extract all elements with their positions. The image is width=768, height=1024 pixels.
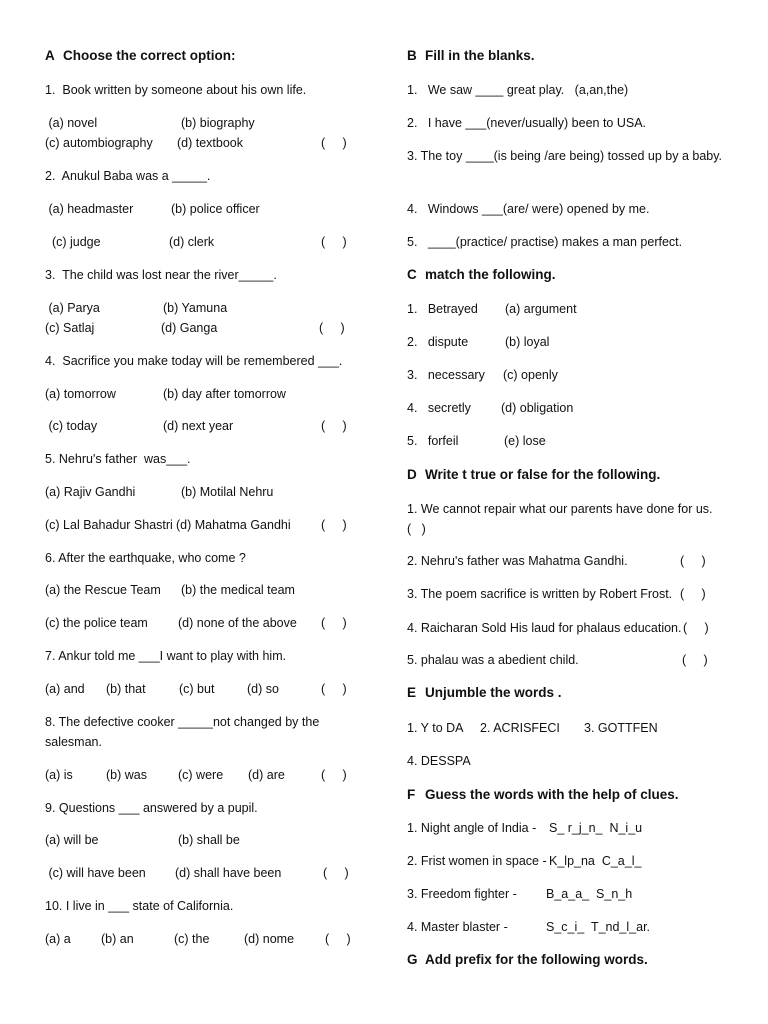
option-c: (c) were: [178, 768, 224, 782]
option-b: (b) shall be: [178, 833, 240, 847]
section-f-heading: [407, 787, 679, 803]
blank-item-5: 5. ____(practice/ practise) makes a man perfect.: [407, 235, 683, 249]
option-b: (b) the medical team: [181, 583, 295, 597]
option-d: (d) are: [248, 768, 285, 782]
answer-bracket[interactable]: ( ): [680, 587, 706, 601]
option-c: (c) will have been: [45, 866, 146, 880]
answer-bracket[interactable]: ( ): [682, 653, 708, 667]
clue-1: 1. Night angle of India -: [407, 821, 537, 835]
answer-bracket[interactable]: ( ): [319, 321, 345, 335]
question-6: 6. After the earthquake, who come ?: [45, 551, 246, 565]
option-a: (a) and: [45, 682, 85, 696]
answer-bracket[interactable]: ( ): [407, 522, 426, 536]
option-b: (b) Motilal Nehru: [181, 485, 274, 499]
option-d: (d) Ganga: [161, 321, 218, 335]
option-b: (b) an: [101, 932, 134, 946]
match-left-5: 5. forfeil: [407, 434, 459, 448]
clue-3: 3. Freedom fighter -: [407, 887, 517, 901]
match-right-3: (c) openly: [503, 368, 558, 382]
match-left-3: 3. necessary: [407, 368, 485, 382]
blank-item-4: 4. Windows ___(are/ were) opened by me.: [407, 202, 650, 216]
option-d: (d) textbook: [177, 136, 244, 150]
option-c: (c) judge: [45, 235, 101, 249]
option-b: (b) police officer: [171, 202, 260, 216]
section-letter: E: [407, 685, 417, 700]
option-c: (c) autombiography: [45, 136, 153, 150]
tf-item-4: 4. Raicharan Sold His laud for phalaus education.: [407, 621, 682, 635]
tf-item-2: 2. Nehru's father was Mahatma Gandhi.: [407, 554, 628, 568]
question-7: 7. Ankur told me ___I want to play with him.: [45, 649, 287, 663]
jumble-word-3: 3. GOTTFEN: [584, 721, 658, 735]
clue-answer-3: B_a_a_ S_n_h: [546, 887, 633, 901]
jumble-word-1: 1. Y to DA: [407, 721, 464, 735]
section-letter: A: [45, 48, 55, 63]
section-title: Write t true or false for the following.: [425, 467, 661, 482]
tf-item-3: 3. The poem sacrifice is written by Robert Frost.: [407, 587, 673, 601]
match-right-4: (d) obligation: [501, 401, 574, 415]
clue-answer-1: S_ r_j_n_ N_i_u: [549, 821, 643, 835]
option-b: (b) that: [106, 682, 146, 696]
answer-bracket[interactable]: ( ): [683, 621, 709, 635]
clue-answer-2: K_lp_na C_a_l_: [549, 854, 642, 868]
option-a: (a) tomorrow: [45, 387, 116, 401]
option-a: (a) novel: [45, 116, 98, 130]
clue-answer-4: S_c_i_ T_nd_l_ar.: [546, 920, 651, 934]
question-2: 2. Anukul Baba was a _____.: [45, 169, 211, 183]
option-d: (d) next year: [163, 419, 234, 433]
section-letter: D: [407, 467, 417, 482]
question-10: 10. I live in ___ state of California.: [45, 899, 234, 913]
option-d: (d) clerk: [169, 235, 215, 249]
answer-bracket[interactable]: ( ): [325, 932, 351, 946]
answer-bracket[interactable]: ( ): [321, 419, 347, 433]
section-letter: F: [407, 787, 416, 802]
section-title: Add prefix for the following words.: [425, 952, 648, 967]
section-c-heading: [407, 267, 556, 283]
jumble-word-2: 2. ACRISFECI: [480, 721, 560, 735]
option-b: (b) biography: [181, 116, 255, 130]
match-right-1: (a) argument: [505, 302, 577, 316]
option-a: (a) is: [45, 768, 73, 782]
section-letter: C: [407, 267, 417, 282]
blank-item-1: 1. We saw ____ great play. (a,an,the): [407, 83, 629, 97]
section-title: Fill in the blanks.: [425, 48, 535, 63]
blank-item-3: 3. The toy ____(is being /are being) tossed up by a baby.: [407, 149, 723, 163]
match-left-4: 4. secretly: [407, 401, 471, 415]
match-right-2: (b) loyal: [505, 335, 550, 349]
match-left-1: 1. Betrayed: [407, 302, 478, 316]
question-5: 5. Nehru's father was___.: [45, 452, 191, 466]
section-e-heading: [407, 685, 562, 701]
section-title: Guess the words with the help of clues.: [425, 787, 679, 802]
section-letter: B: [407, 48, 417, 63]
match-right-5: (e) lose: [504, 434, 546, 448]
option-a: (a) Parya: [45, 301, 100, 315]
option-a: (a) Rajiv Gandhi: [45, 485, 136, 499]
answer-bracket[interactable]: ( ): [321, 518, 347, 532]
question-1: 1. Book written by someone about his own life.: [45, 83, 307, 97]
option-b: (b) day after tomorrow: [163, 387, 286, 401]
answer-bracket[interactable]: ( ): [321, 768, 347, 782]
option-b: (b) Yamuna: [163, 301, 228, 315]
section-title: Choose the correct option:: [63, 48, 236, 63]
question-3: 3. The child was lost near the river_____.: [45, 268, 277, 282]
answer-bracket[interactable]: ( ): [680, 554, 706, 568]
section-d-heading: [407, 467, 660, 483]
match-left-2: 2. dispute: [407, 335, 469, 349]
option-d: (d) nome: [244, 932, 295, 946]
clue-4: 4. Master blaster -: [407, 920, 508, 934]
question-9: 9. Questions ___ answered by a pupil.: [45, 801, 258, 815]
blank-item-2: 2. I have ___(never/usually) been to USA.: [407, 116, 647, 130]
section-b-heading: [407, 48, 535, 64]
option-d: (d) so: [247, 682, 279, 696]
section-letter: G: [407, 952, 418, 967]
option-d: (d) shall have been: [175, 866, 282, 880]
option-d: (d) none of the above: [178, 616, 297, 630]
answer-bracket[interactable]: ( ): [321, 616, 347, 630]
section-title: match the following.: [425, 267, 556, 282]
section-title: Unjumble the words .: [425, 685, 562, 700]
option-c: (c) but: [179, 682, 215, 696]
option-c: (c) Satlaj: [45, 321, 95, 335]
option-d: (d) Mahatma Gandhi: [176, 518, 291, 532]
option-a: (a) a: [45, 932, 71, 946]
answer-bracket[interactable]: ( ): [323, 866, 349, 880]
option-a: (a) headmaster: [45, 202, 134, 216]
tf-item-5: 5. phalau was a abedient child.: [407, 653, 579, 667]
section-a-heading: [45, 48, 236, 64]
question-4: 4. Sacrifice you make today will be remembered ___.: [45, 354, 343, 368]
option-c: (c) Lal Bahadur Shastri: [45, 518, 173, 532]
question-8: 8. The defective cooker _____not changed by the salesman.: [45, 715, 320, 749]
option-c: (c) the: [174, 932, 210, 946]
jumble-word-4: 4. DESSPA: [407, 754, 471, 768]
option-c: (c) today: [45, 419, 98, 433]
option-a: (a) the Rescue Team: [45, 583, 161, 597]
option-c: (c) the police team: [45, 616, 148, 630]
option-a: (a) will be: [45, 833, 99, 847]
answer-bracket[interactable]: ( ): [321, 235, 347, 249]
clue-2: 2. Frist women in space -: [407, 854, 547, 868]
section-g-heading: [407, 952, 648, 968]
answer-bracket[interactable]: ( ): [321, 682, 347, 696]
option-b: (b) was: [106, 768, 147, 782]
answer-bracket[interactable]: ( ): [321, 136, 347, 150]
tf-item-1: 1. We cannot repair what our parents have done for us.: [407, 502, 713, 516]
